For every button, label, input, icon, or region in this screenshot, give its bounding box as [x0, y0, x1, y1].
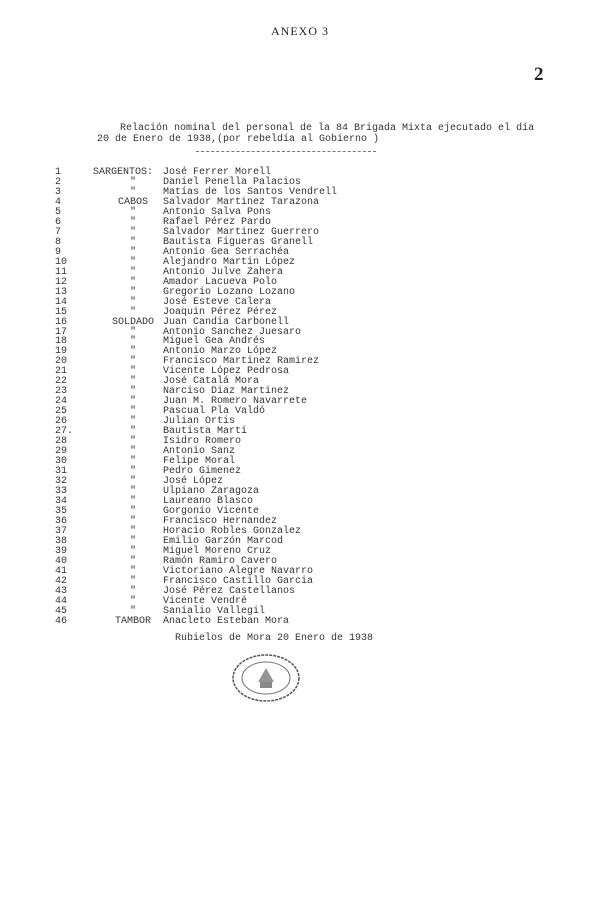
rank-label: "	[129, 406, 136, 418]
person-name: Laureano Blasco	[163, 495, 254, 507]
rank-label: "	[129, 486, 136, 497]
rank-label: "	[129, 346, 136, 358]
row-number: 24	[55, 396, 68, 408]
rank-label: "	[129, 306, 136, 318]
rank-label: "	[129, 555, 136, 567]
person-name: Juan M. Romero Navarrete	[163, 396, 308, 408]
person-name: Bautista Figueras Granell	[163, 236, 314, 248]
row-number: 1	[55, 167, 62, 178]
person-name: Antonio Sanchez Juesaro	[163, 326, 302, 338]
rank-label: TAMBOR	[114, 615, 151, 627]
row-number: 12	[55, 276, 68, 288]
row-number: 13	[55, 286, 68, 298]
row-number: 35	[55, 505, 68, 517]
row-number: 29	[55, 446, 68, 458]
person-name: Anacleto Esteban Mora	[163, 615, 290, 627]
row-number: 44	[55, 595, 68, 607]
row-number: 19	[55, 346, 68, 358]
row-number: 42	[55, 575, 68, 587]
row-number: 39	[55, 545, 68, 557]
row-number: 32	[55, 476, 68, 488]
intro-line-1: Relación nominal del personal de la 84 Brigada Mixta ejecutado el día	[120, 123, 535, 134]
rank-label: "	[129, 535, 136, 547]
person-name: Francisco Castillo Garcia	[163, 575, 314, 587]
person-name: Horacio Robles Gonzalez	[163, 525, 302, 537]
rank-label: "	[129, 605, 136, 617]
rank-label: "	[129, 256, 136, 268]
row-number: 28	[55, 436, 68, 448]
rank-label: "	[129, 266, 136, 278]
person-name: Rafael Pérez Pardo	[163, 216, 272, 228]
row-number: 18	[55, 336, 68, 348]
rank-label: "	[129, 286, 136, 298]
row-number: 8	[55, 236, 62, 248]
rank-label: "	[129, 386, 136, 398]
person-name: Antonio Julve Zahera	[163, 266, 284, 278]
row-number: 2	[55, 176, 62, 188]
row-number: 30	[55, 456, 68, 468]
rank-label: "	[129, 476, 136, 488]
row-number: 20	[55, 356, 68, 368]
row-number: 4	[55, 196, 62, 208]
rank-label: "	[129, 505, 136, 517]
row-number: 17	[55, 326, 68, 338]
person-name: Amador Lacueva Polo	[163, 276, 278, 288]
person-name: Juan Candia Carbonell	[163, 316, 290, 328]
rank-label: "	[129, 376, 136, 388]
row-number: 7	[55, 226, 62, 238]
person-name: Matías de los Santos Vendrell	[163, 186, 338, 198]
page-number: 2	[534, 64, 544, 85]
person-name: Gorgonio Vicente	[163, 505, 260, 517]
person-name: Salvador Martinez Guerrero	[163, 226, 320, 238]
person-name: Vicente López Pedrosa	[163, 366, 290, 378]
rank-label: "	[129, 585, 136, 597]
rank-label: "	[129, 356, 136, 368]
row-number: 36	[55, 515, 68, 527]
rank-label: "	[129, 466, 136, 478]
rank-label: "	[129, 336, 136, 348]
row-number: 23	[55, 386, 68, 398]
rank-label: "	[129, 186, 136, 198]
person-name: Salvador Martinez Tarazona	[163, 196, 320, 208]
row-number: 27.	[55, 426, 74, 438]
person-name: Isidro Romero	[163, 436, 242, 448]
person-name: Vicente Vendré	[163, 595, 248, 607]
rank-label: "	[129, 236, 136, 248]
row-number: 45	[55, 605, 68, 617]
rank-label: "	[129, 296, 136, 308]
row-number: 11	[55, 266, 68, 278]
person-name: Ulpiano Zaragoza	[163, 486, 260, 497]
annex-title: ANEXO 3	[271, 24, 329, 38]
row-number: 41	[55, 565, 68, 577]
row-number: 37	[55, 525, 68, 537]
row-number: 22	[55, 376, 68, 388]
row-number: 34	[55, 495, 68, 507]
person-name: Joaquin Pérez Pérez	[163, 306, 278, 318]
row-number: 26	[55, 416, 68, 428]
rank-label: "	[129, 446, 136, 458]
person-name: Emilio Garzón Marcod	[163, 535, 284, 547]
person-name: José López	[163, 476, 224, 488]
rank-label: "	[129, 456, 136, 468]
person-name: José Catalá Mora	[163, 376, 260, 388]
rank-label: "	[129, 276, 136, 288]
rank-label: "	[129, 216, 136, 228]
row-number: 46	[55, 615, 68, 627]
person-name: Daniel Penella Palacios	[163, 176, 302, 188]
rank-label: "	[129, 206, 136, 218]
person-name: Pedro Gimenez	[163, 466, 242, 478]
person-name: José Pérez Castellanos	[163, 585, 296, 597]
intro-line-2: 20 de Enero de 1938,(por rebeldía al Gobierno )	[97, 134, 380, 145]
person-name: Miguel Moreno Cruz	[163, 545, 272, 557]
person-name: Julian Ortis	[163, 416, 236, 428]
rank-label: "	[129, 495, 136, 507]
person-name: Alejandro Martin López	[163, 256, 296, 268]
rank-label: SOLDADO	[111, 316, 154, 328]
rank-label: CABOS	[117, 196, 148, 208]
row-number: 38	[55, 535, 68, 547]
person-name: Pascual Pla Valdó	[163, 406, 266, 418]
rank-label: "	[129, 416, 136, 428]
rank-label: "	[129, 176, 136, 188]
row-number: 40	[55, 555, 68, 567]
person-name: José Esteve Calera	[163, 296, 272, 308]
row-number: 21	[55, 366, 68, 378]
rank-label: "	[129, 426, 136, 438]
rank-label: "	[129, 575, 136, 587]
row-number: 33	[55, 486, 68, 497]
row-number: 15	[55, 306, 68, 318]
row-number: 31	[55, 466, 68, 478]
row-number: 10	[55, 256, 68, 268]
person-name: Miguel Gea Andrés	[163, 336, 266, 348]
rank-label: "	[129, 595, 136, 607]
rank-label: "	[129, 436, 136, 448]
row-number: 3	[55, 186, 62, 198]
row-number: 9	[55, 246, 62, 258]
person-name: Gregorio Lozano Lozano	[163, 286, 296, 298]
person-name: José Ferrer Morell	[163, 167, 272, 178]
person-name: Victoriano Alegre Navarro	[163, 565, 314, 577]
person-name: Antonio Salva Pons	[163, 206, 272, 218]
rank-label: "	[129, 545, 136, 557]
row-number: 16	[55, 316, 68, 328]
person-name: Bautista Marti	[163, 426, 248, 438]
rank-label: "	[129, 226, 136, 238]
row-number: 6	[55, 216, 62, 228]
rank-label: "	[129, 326, 136, 338]
rank-label: "	[129, 396, 136, 408]
rank-label: "	[129, 246, 136, 258]
row-number: 43	[55, 585, 68, 597]
person-name: Narciso Diaz Martinez	[163, 386, 290, 398]
rank-label: "	[129, 525, 136, 537]
rank-label: "	[129, 366, 136, 378]
rank-label: "	[129, 565, 136, 577]
person-name: Francisco Martinez Ramirez	[163, 356, 320, 368]
row-number: 14	[55, 296, 68, 308]
row-number: 5	[55, 206, 62, 218]
person-name: Francisco Hernandez	[163, 515, 278, 527]
person-name: Antonio Gea Serrachéa	[163, 246, 290, 258]
official-seal-stamp	[230, 652, 302, 704]
person-name: Sanialio Vallegil	[163, 605, 266, 617]
closing-place-date: Rubielos de Mora 20 Enero de 1938	[175, 633, 374, 644]
person-name: Antonio Marzo López	[163, 346, 278, 358]
rank-label: "	[129, 515, 136, 527]
underline-divider	[196, 151, 376, 152]
person-name: Ramón Ramiro Cavero	[163, 555, 278, 567]
row-number: 25	[55, 406, 68, 418]
rank-label: SARGENTOS:	[93, 167, 154, 178]
person-name: Antonio Sanz	[163, 446, 236, 458]
person-name: Felipe Moral	[163, 456, 236, 468]
